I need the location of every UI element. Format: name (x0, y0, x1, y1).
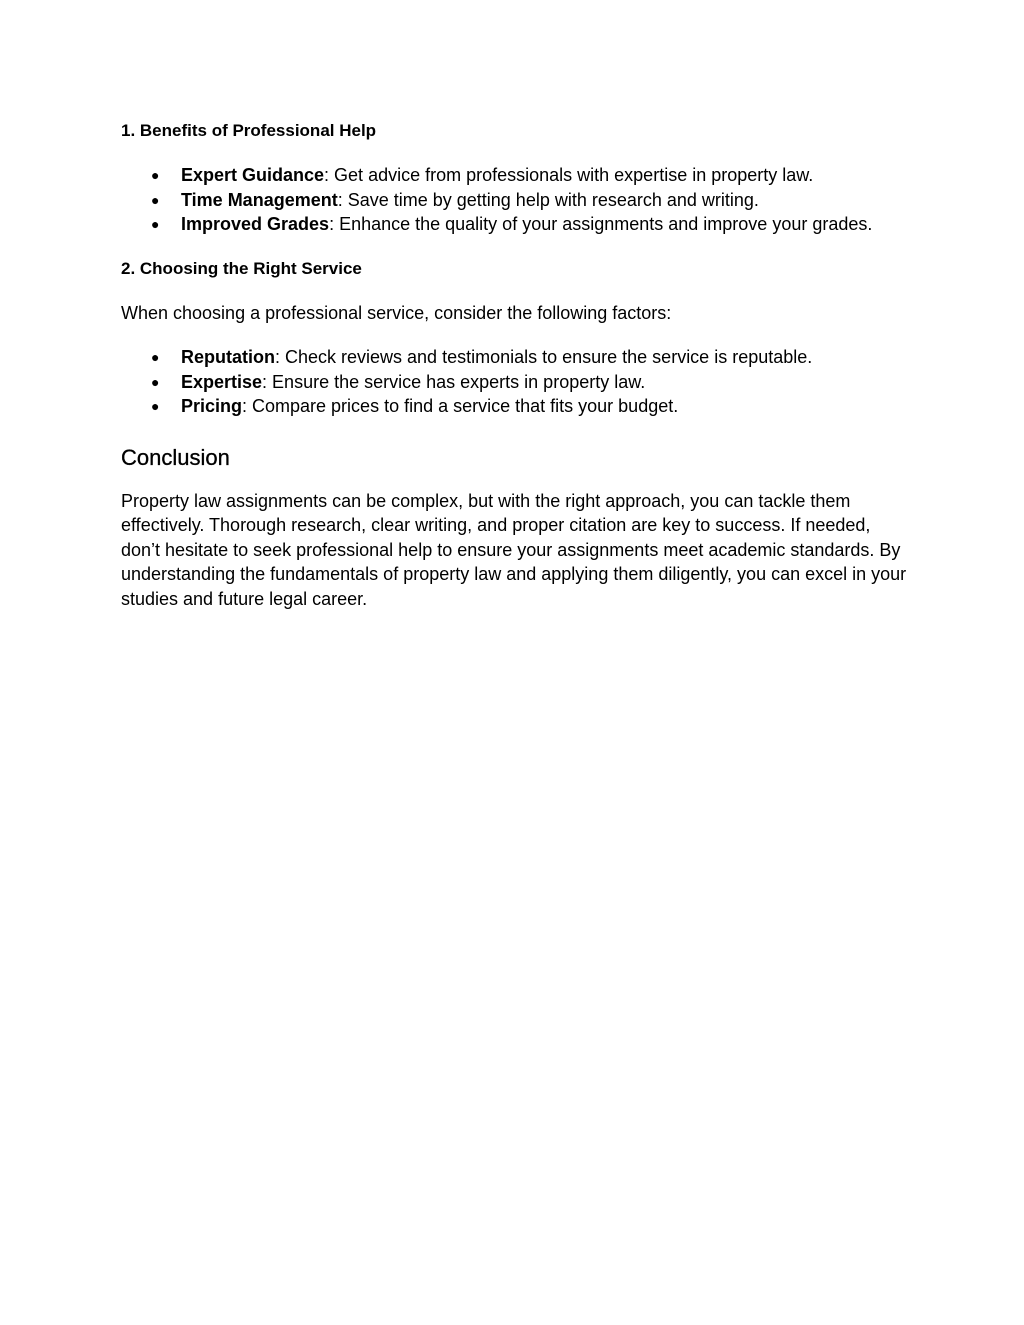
list-item (121, 163, 911, 188)
bullet-icon: ● (151, 398, 160, 414)
list-item (121, 370, 911, 395)
list-item (121, 212, 911, 237)
list-item-term: Time Management (181, 189, 338, 210)
list-item-term: Reputation (181, 347, 275, 367)
list-item-text: : Check reviews and testimonials to ensure the service is reputable. (275, 347, 813, 367)
bullet-icon: ● (151, 349, 160, 365)
bullet-icon: ● (151, 167, 160, 183)
section-heading-choosing: 2. Choosing the Right Service (121, 258, 362, 278)
list-item (121, 188, 911, 213)
list-item-text: : Save time by getting help with research and writing. (337, 189, 759, 210)
bullet-icon: ● (151, 191, 160, 208)
list-item-text: : Compare prices to find a service that fits your budget. (242, 396, 679, 416)
list-item-term: Improved Grades (181, 214, 330, 234)
document-content (121, 119, 911, 611)
list-item (121, 394, 911, 419)
conclusion-heading: Conclusion (121, 444, 230, 470)
list-item-term: Pricing (181, 396, 243, 416)
list-item (121, 345, 911, 370)
bullet-icon: ● (151, 216, 160, 232)
conclusion-paragraph: Property law assignments can be complex, but with the right approach, you can tackle them effectively. Thorough research, clear writing, and proper citation are key to success. If needed, don’t hesitate to seek professional help to ensure your assignments meet academic standards. By understanding the fundamentals of property law and applying them diligently, you can excel in your studies and future legal career. (121, 490, 907, 609)
section-intro: When choosing a professional service, consider the following factors: (121, 302, 672, 323)
benefits-list (121, 163, 911, 237)
list-item-text: : Get advice from professionals with expertise in property law. (324, 165, 814, 185)
section-heading-benefits: 1. Benefits of Professional Help (121, 121, 377, 140)
list-item-text: : Enhance the quality of your assignments and improve your grades. (329, 214, 873, 234)
list-item-text: : Ensure the service has experts in property law. (262, 371, 646, 392)
factors-list (121, 345, 911, 419)
bullet-icon: ● (151, 373, 160, 390)
list-item-term: Expert Guidance (181, 165, 325, 185)
list-item-term: Expertise (181, 371, 263, 392)
